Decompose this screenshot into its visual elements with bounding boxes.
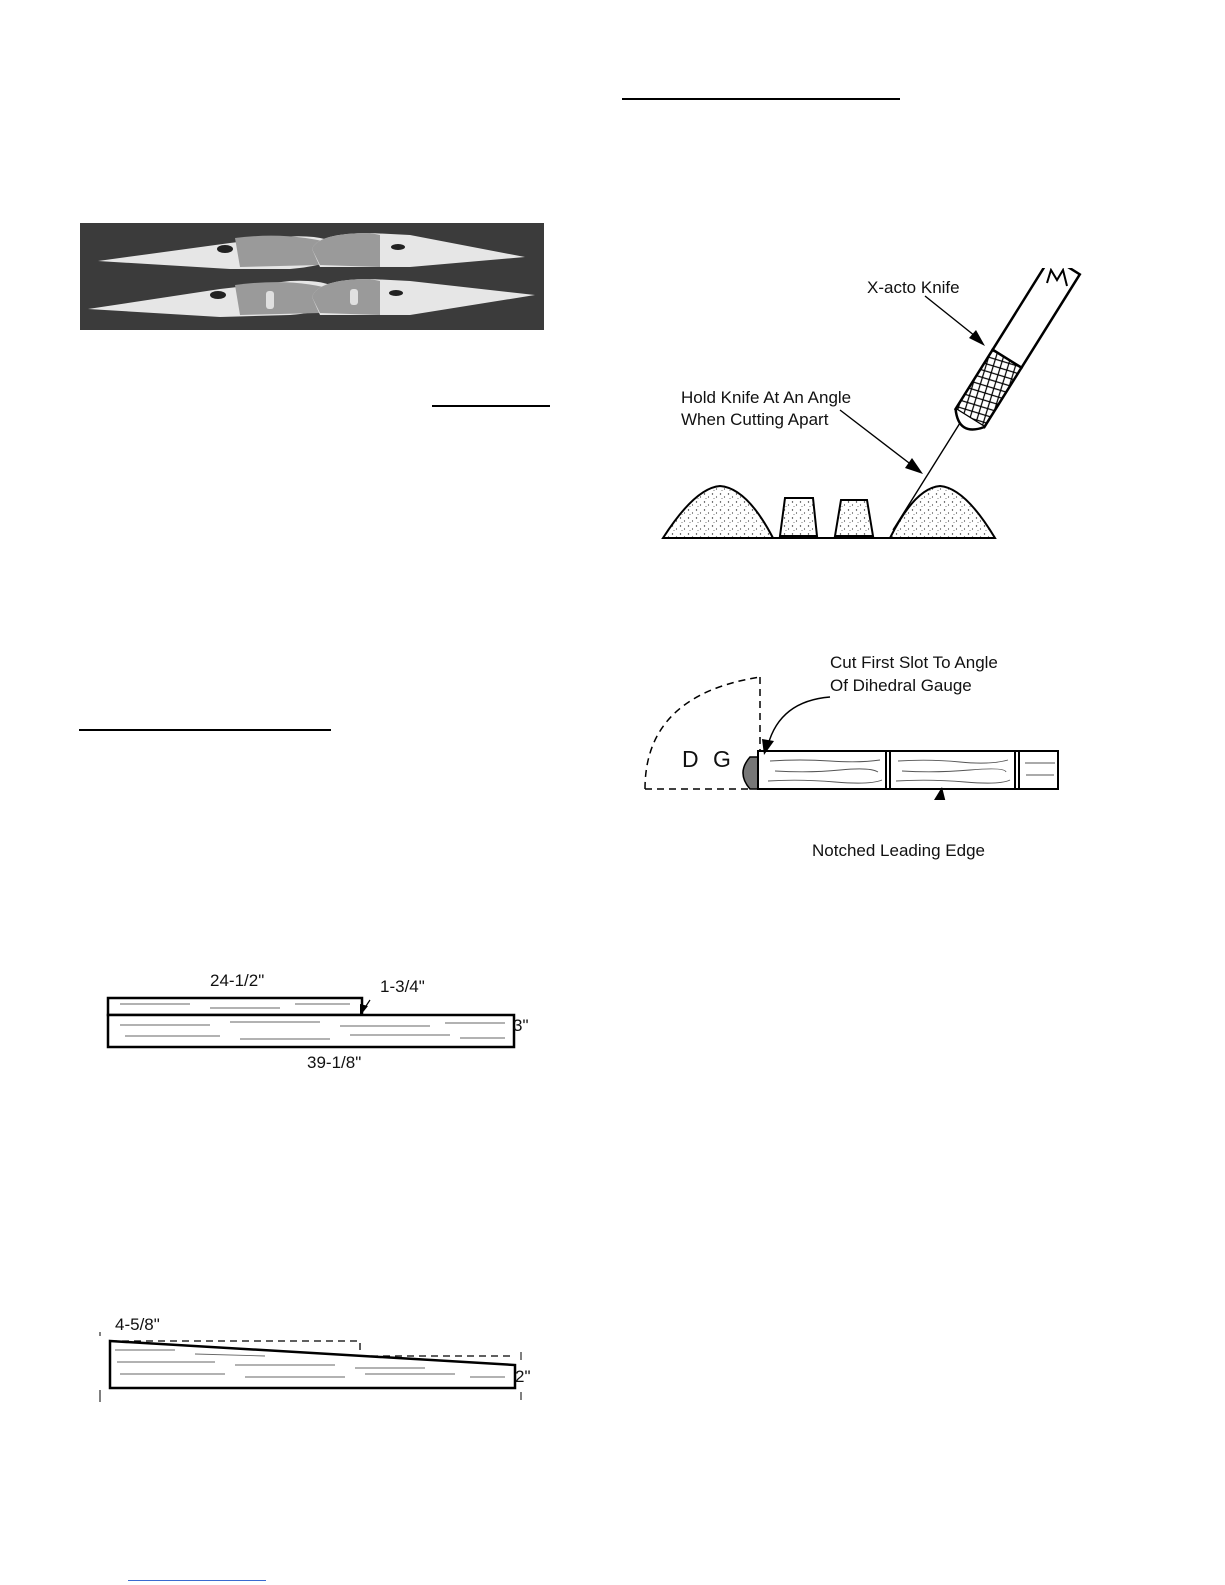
taper-diagram bbox=[95, 1330, 540, 1410]
offset-label: 1-3/4" bbox=[380, 977, 425, 996]
angle-label-line1: Hold Knife At An Angle bbox=[681, 388, 852, 407]
knife-label: X-acto Knife bbox=[867, 278, 960, 297]
taper-figure bbox=[95, 1330, 540, 1410]
section-rule-bottom bbox=[128, 1580, 266, 1581]
edge-label: Notched Leading Edge bbox=[812, 841, 985, 860]
sheet-layout-diagram bbox=[100, 990, 520, 1052]
wing-parts-photo bbox=[80, 223, 544, 330]
slot-label-line1: Cut First Slot To Angle bbox=[830, 653, 998, 672]
tip-height-label: 2" bbox=[515, 1367, 531, 1386]
root-height-label: 4-5/8" bbox=[115, 1315, 160, 1334]
bottom-length-label: 39-1/8" bbox=[307, 1053, 362, 1072]
section-rule-lower-left bbox=[79, 729, 331, 731]
width-label: 3" bbox=[513, 1016, 529, 1035]
wing-ribs-illustration bbox=[80, 223, 544, 330]
top-length-label: 24-1/2" bbox=[210, 971, 265, 990]
sheet-layout-figure bbox=[100, 990, 520, 1052]
section-rule-mid-left bbox=[432, 405, 550, 407]
gauge-letters: D G bbox=[682, 746, 735, 772]
slot-label-line2: Of Dihedral Gauge bbox=[830, 676, 972, 695]
section-rule-top-right bbox=[622, 98, 900, 100]
angle-label-line2: When Cutting Apart bbox=[681, 410, 829, 429]
